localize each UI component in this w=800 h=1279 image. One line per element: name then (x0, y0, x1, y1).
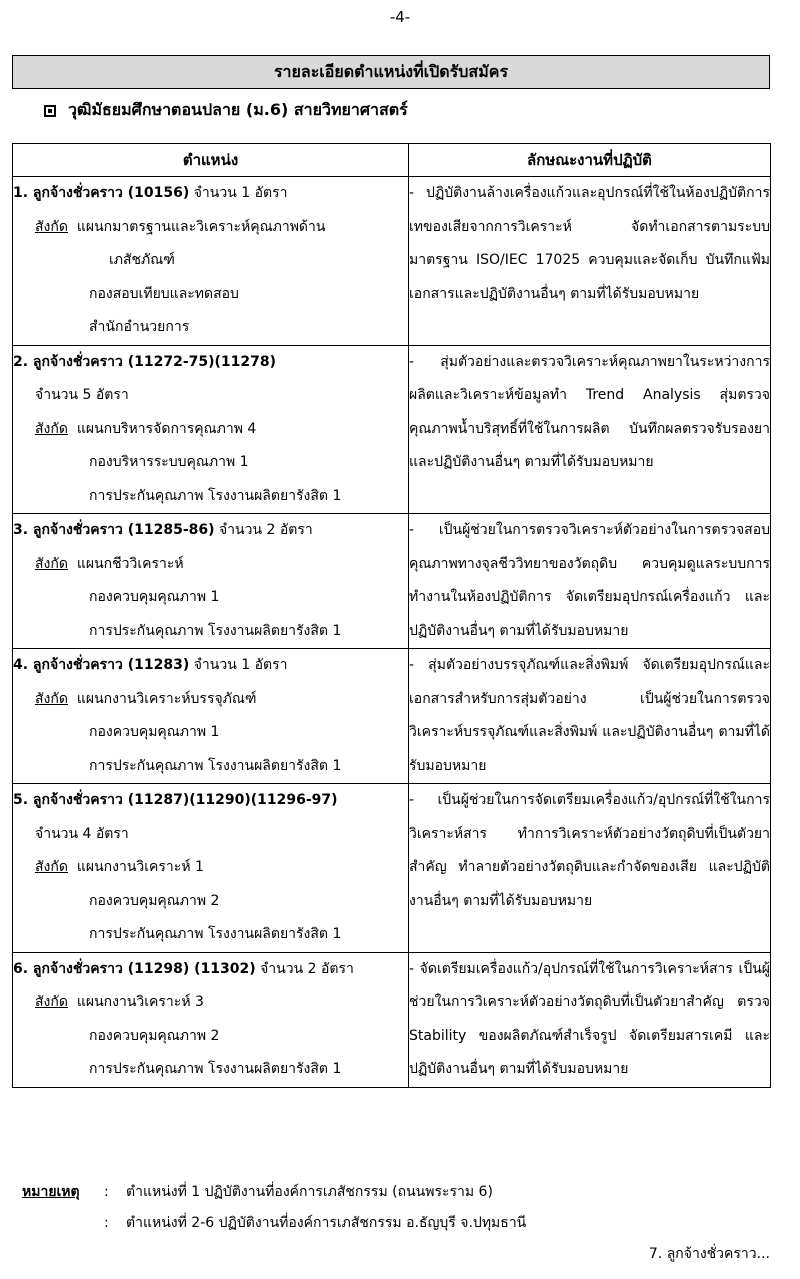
table-row (13, 345, 771, 514)
affiliation-line (13, 548, 408, 582)
position-count-line: จำนวน 5 อัตรา (35, 387, 129, 403)
notes-section (22, 1177, 526, 1239)
duties-cell (409, 177, 771, 346)
note-item (22, 1177, 526, 1208)
office-name: การประกันคุณภาพ โรงงานผลิตยารังสิต 1 (89, 926, 342, 942)
duties-cell (409, 784, 771, 953)
position-cell (13, 177, 409, 346)
affiliation-line (13, 683, 408, 717)
notes-label: หมายเหตุ (22, 1184, 80, 1200)
position-count-line: จำนวน 4 อัตรา (35, 825, 129, 842)
affiliation-label: สังกัด (35, 420, 68, 437)
position-title-line (13, 649, 408, 683)
note-separator: : (104, 1215, 109, 1231)
position-title: 4. ลูกจ้างชั่วคราว (11283) (13, 657, 190, 673)
affiliation-label: สังกัด (35, 218, 68, 235)
office-name: การประกันคุณภาพ โรงงานผลิตยารังสิต 1 (89, 757, 342, 774)
note-text: ตำแหน่งที่ 2-6 ปฏิบัติงานที่องค์การเภสัชกรรม อ.ธัญบุรี จ.ปทุมธานี (126, 1215, 527, 1231)
duties-text: - สุ่มตัวอย่างและตรวจวิเคราะห์คุณภาพยาในระหว่างการผลิตและวิเคราะห์ข้อมูลทำ Trend Analysis สุ่มตรวจคุณภาพน้ำบริสุทธิ์ที่ใช้ในการผลิต บันทึกผลตรวจรับรองยา และปฏิบัติงานอื่นๆ ตามที่ได้รับมอบหมาย (409, 353, 770, 470)
division-name: แผนกบริหารจัดการคุณภาพ 4 (76, 420, 257, 437)
position-title-line (13, 953, 408, 987)
position-cell (13, 514, 409, 649)
affiliation-line (13, 851, 408, 885)
position-count: จำนวน 1 อัตรา (189, 185, 288, 201)
table-header-row (13, 144, 771, 177)
office-name: การประกันคุณภาพ โรงงานผลิตยารังสิต 1 (89, 1061, 342, 1077)
affiliation-label: สังกัด (35, 859, 68, 875)
section-banner (12, 55, 770, 89)
square-bullet-icon (44, 105, 56, 117)
affiliation-label: สังกัด (35, 555, 68, 572)
position-title: 1. ลูกจ้างชั่วคราว (10156) (13, 185, 190, 201)
header-position: ตำแหน่ง (13, 144, 409, 177)
table-row (13, 514, 771, 649)
duties-text: - จัดเตรียมเครื่องแก้ว/อุปกรณ์ที่ใช้ในการวิเคราะห์สาร เป็นผู้ช่วยในการวิเคราะห์ตัวอย่างวัตถุดิบที่เป็นตัวยาสำคัญ ตรวจ Stability ของผลิตภัณฑ์สำเร็จรูป จัดเตรียมสารเคมี และปฏิบัติงานอื่นๆ ตามที่ได้รับมอบหมาย (409, 960, 770, 1077)
affiliation-label: สังกัด (35, 994, 68, 1010)
duties-cell (409, 649, 771, 784)
page-number: -4- (389, 8, 411, 26)
office-name: การประกันคุณภาพ โรงงานผลิตยารังสิต 1 (89, 622, 342, 639)
office-name: สำนักอำนวยการ (89, 319, 190, 335)
duties-cell (409, 514, 771, 649)
position-cell (13, 784, 409, 953)
position-cell (13, 649, 409, 784)
affiliation-line (13, 413, 408, 447)
duties-text: - สุ่มตัวอย่างบรรจุภัณฑ์และสิ่งพิมพ์ จัดเตรียมอุปกรณ์และเอกสารสำหรับการสุ่มตัวอย่าง เป็นผู้ช่วยในการตรวจวิเคราะห์บรรจุภัณฑ์และสิ่งพิมพ์ และปฏิบัติงานอื่นๆ ตามที่ได้รับมอบหมาย (409, 657, 770, 774)
duties-text: - เป็นผู้ช่วยในการจัดเตรียมเครื่องแก้ว/อุปกรณ์ที่ใช้ในการวิเคราะห์สาร ทำการวิเคราะห์ตัวอย่างวัตถุดิบที่เป็นตัวยาสำคัญ ทำลายตัวอย่างวัตถุดิบและกำจัดของเสีย และปฏิบัติงานอื่นๆ ตามที่ได้รับมอบหมาย (409, 792, 770, 909)
position-title: 2. ลูกจ้างชั่วคราว (11272-75)(11278) (13, 353, 277, 370)
department-name: กองควบคุมคุณภาพ 1 (89, 589, 220, 605)
affiliation-label: สังกัด (35, 690, 68, 707)
position-title-line (13, 514, 408, 548)
duties-cell (409, 345, 771, 514)
department-name: กองบริหารระบบคุณภาพ 1 (89, 454, 249, 470)
position-cell (13, 952, 409, 1087)
division-name: แผนกงานวิเคราะห์ 1 (76, 859, 204, 875)
duties-text: - ปฏิบัติงานล้างเครื่องแก้วและอุปกรณ์ที่ใช้ในห้องปฏิบัติการ เทของเสียจากการวิเคราะห์ จัดทำเอกสารตามระบบมาตรฐาน ISO/IEC 17025 ควบคุมและจัดเก็บ บันทึกแฟ้มเอกสารและปฏิบัติงานอื่นๆ ตามที่ได้รับมอบหมาย (409, 185, 770, 302)
duties-text: - เป็นผู้ช่วยในการตรวจวิเคราะห์ตัวอย่างในการตรวจสอบคุณภาพทางจุลชีววิทยาของวัตถุดิบ ควบคุมดูแลระบบการทำงานในห้องปฏิบัติการ จัดเตรียมอุปกรณ์เครื่องแก้ว และปฏิบัติงานอื่นๆ ตามที่ได้รับมอบหมาย (409, 522, 770, 639)
position-cell (13, 345, 409, 514)
positions-table (12, 143, 771, 1088)
qualification-heading (44, 98, 408, 123)
department-name: กองสอบเทียบและทดสอบ (89, 285, 239, 302)
note-item (22, 1208, 526, 1239)
note-text: ตำแหน่งที่ 1 ปฏิบัติงานที่องค์การเภสัชกรรม (ถนนพระราม 6) (126, 1184, 493, 1200)
affiliation-line (13, 211, 408, 245)
division-name: แผนกงานวิเคราะห์บรรจุภัณฑ์ (76, 690, 257, 707)
table-row (13, 649, 771, 784)
position-count: จำนวน 1 อัตรา (189, 657, 288, 673)
note-separator: : (104, 1184, 109, 1200)
table-row (13, 784, 771, 953)
department-name: กองควบคุมคุณภาพ 1 (89, 724, 220, 740)
position-title: 3. ลูกจ้างชั่วคราว (11285-86) (13, 522, 215, 538)
position-title-line (13, 346, 408, 380)
qualification-text: วุฒิมัธยมศึกษาตอนปลาย (ม.6) สายวิทยาศาสตร์ (68, 100, 408, 119)
affiliation-line (13, 986, 408, 1020)
duties-cell (409, 952, 771, 1087)
department-name: กองควบคุมคุณภาพ 2 (89, 1027, 220, 1044)
table-row (13, 177, 771, 346)
office-name: การประกันคุณภาพ โรงงานผลิตยารังสิต 1 (89, 487, 342, 504)
banner-title: รายละเอียดตำแหน่งที่เปิดรับสมัคร (273, 61, 509, 81)
division-name-cont: เภสัชภัณฑ์ (109, 252, 175, 268)
header-duties: ลักษณะงานที่ปฏิบัติ (409, 144, 771, 177)
continuation-text: 7. ลูกจ้างชั่วคราว... (648, 1246, 770, 1262)
position-title: 6. ลูกจ้างชั่วคราว (11298) (11302) (13, 960, 256, 977)
position-count: จำนวน 2 อัตรา (214, 522, 313, 538)
division-name: แผนกชีววิเคราะห์ (76, 555, 184, 572)
position-title: 5. ลูกจ้างชั่วคราว (11287)(11290)(11296-97) (13, 792, 338, 808)
department-name: กองควบคุมคุณภาพ 2 (89, 892, 220, 909)
position-count: จำนวน 2 อัตรา (255, 960, 354, 977)
division-name: แผนกมาตรฐานและวิเคราะห์คุณภาพด้าน (76, 218, 326, 235)
division-name: แผนกงานวิเคราะห์ 3 (76, 994, 204, 1010)
position-title-line (13, 784, 408, 818)
table-row (13, 952, 771, 1087)
position-title-line (13, 177, 408, 211)
